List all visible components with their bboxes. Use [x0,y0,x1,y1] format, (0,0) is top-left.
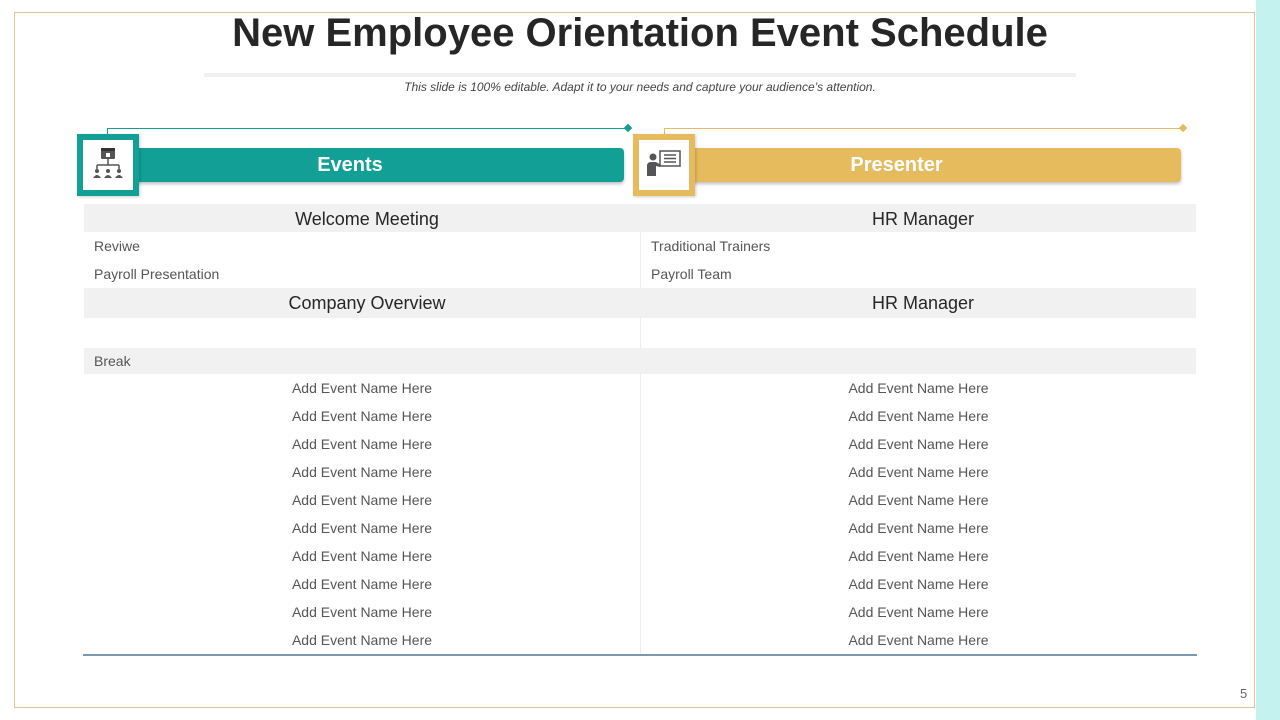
break-row [84,348,1196,374]
event-cell: Add Event Name Here [291,380,433,396]
schedule-table [84,204,1196,654]
events-header-label: Events [317,154,383,176]
break-label: Break [94,353,131,369]
presenter-cell: Add Event Name Here [640,486,1196,514]
empty-cell [84,318,640,348]
table-row [84,626,1196,654]
table-row [84,232,1196,260]
table-row [84,374,1196,402]
event-cell: Reviwe [94,238,140,254]
presenter-cell: Add Event Name Here [640,402,1196,430]
event-cell: Add Event Name Here [291,436,433,452]
event-cell: Add Event Name Here [291,548,433,564]
events-connector-horizontal [107,128,628,129]
presenter-cell: Add Event Name Here [640,430,1196,458]
table-row [84,458,1196,486]
section-header-row [84,204,1196,232]
presenter-cell: Payroll Team [640,260,1196,288]
section-presenter-title: HR Manager [871,293,975,313]
table-row [84,486,1196,514]
page-number: 5 [1240,686,1248,701]
presenter-cell: Traditional Trainers [640,232,1196,260]
org-chart-calendar-icon [91,146,125,185]
event-cell: Add Event Name Here [291,632,433,648]
table-row [84,402,1196,430]
section-header-row [84,288,1196,318]
table-bottom-rule [83,654,1197,656]
events-header-banner [110,148,624,182]
presenter-cell: Add Event Name Here [640,598,1196,626]
subtitle: This slide is 100% editable. Adapt it to your needs and capture your audience’s attention. [404,80,876,94]
presenter-cell: Add Event Name Here [640,626,1196,654]
table-row [84,570,1196,598]
event-cell: Add Event Name Here [291,604,433,620]
event-cell: Add Event Name Here [291,408,433,424]
event-cell: Add Event Name Here [291,576,433,592]
section-presenter-title: HR Manager [871,209,975,229]
presenter-header-label: Presenter [850,154,943,176]
table-row [84,514,1196,542]
presenter-cell: Add Event Name Here [640,374,1196,402]
event-cell: Add Event Name Here [291,464,433,480]
event-cell: Add Event Name Here [291,520,433,536]
title-underline [204,73,1076,77]
section-event-title: Company Overview [288,293,446,313]
side-accent-strip [1256,0,1280,720]
events-icon-box [77,134,139,196]
presenter-connector-horizontal [664,128,1183,129]
presenter-cell: Add Event Name Here [640,570,1196,598]
event-cell: Add Event Name Here [291,492,433,508]
table-row [84,598,1196,626]
page-title: New Employee Orientation Event Schedule [232,11,1048,55]
empty-cell [640,318,1196,348]
presenter-cell: Add Event Name Here [640,458,1196,486]
presenter-cell: Add Event Name Here [640,514,1196,542]
presenter-cell: Add Event Name Here [640,542,1196,570]
table-row [84,542,1196,570]
presenter-header-banner [668,148,1181,182]
section-event-title: Welcome Meeting [295,209,439,229]
event-cell: Payroll Presentation [94,266,220,282]
presenter-board-icon [646,148,682,183]
table-row [84,260,1196,288]
table-row [84,430,1196,458]
presenter-icon-box [633,134,695,196]
empty-row [84,318,1196,348]
